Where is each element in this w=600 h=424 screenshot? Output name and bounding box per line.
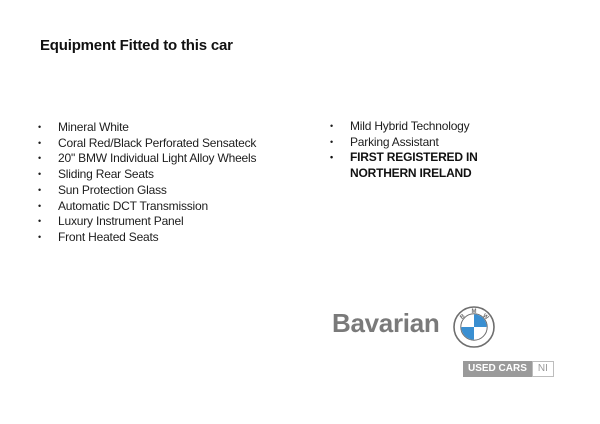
bullet-icon: • (330, 121, 333, 131)
list-item (38, 214, 256, 230)
bullet-icon: • (38, 169, 41, 180)
list-item-text: Automatic DCT Transmission (58, 198, 208, 213)
list-item (38, 199, 256, 215)
bullet-icon: • (38, 231, 41, 242)
region-label: NI (532, 361, 554, 377)
bullet-icon: • (330, 136, 333, 147)
bullet-icon: • (38, 200, 41, 211)
list-item (330, 119, 478, 135)
bullet-icon: • (38, 184, 41, 195)
list-item-text: Sliding Rear Seats (58, 167, 154, 182)
list-item (38, 151, 256, 167)
highlight-line-2: NORTHERN IRELAND (350, 166, 472, 181)
list-item-text: Parking Assistant (350, 134, 439, 149)
list-item-text: Mild Hybrid Technology (350, 119, 470, 133)
list-item (330, 135, 478, 151)
equipment-list-right (330, 119, 478, 182)
bmw-logo-icon (453, 306, 495, 348)
list-item-text: Front Heated Seats (58, 229, 159, 244)
dealer-logo-text: Bavarian (332, 308, 440, 338)
list-item-text: Sun Protection Glass (58, 182, 167, 197)
list-item (38, 167, 256, 183)
list-item-text: Mineral White (58, 120, 129, 134)
logo-letter-w: W (481, 313, 490, 322)
page-title: Equipment Fitted to this car (40, 37, 233, 54)
bullet-icon: • (38, 153, 41, 164)
bullet-icon: • (38, 137, 41, 148)
list-item (38, 183, 256, 199)
registration-highlight (330, 150, 478, 181)
list-item (38, 136, 256, 152)
highlight-line-1: FIRST REGISTERED IN (350, 150, 478, 165)
list-item-text: 20" BMW Individual Light Alloy Wheels (58, 151, 257, 166)
used-cars-label: USED CARS (463, 361, 532, 377)
list-item-text: Coral Red/Black Perforated Sensateck (58, 135, 257, 150)
list-item-text: Luxury Instrument Panel (58, 214, 184, 229)
list-item (38, 120, 256, 136)
logo-letter-b: B (459, 313, 467, 321)
bullet-icon: • (330, 152, 333, 163)
equipment-list-left (38, 120, 256, 246)
bullet-icon: • (38, 216, 41, 227)
logo-letter-m: M (471, 308, 477, 315)
used-cars-badge (463, 361, 554, 377)
list-item (38, 230, 256, 246)
bullet-icon: • (38, 122, 41, 132)
